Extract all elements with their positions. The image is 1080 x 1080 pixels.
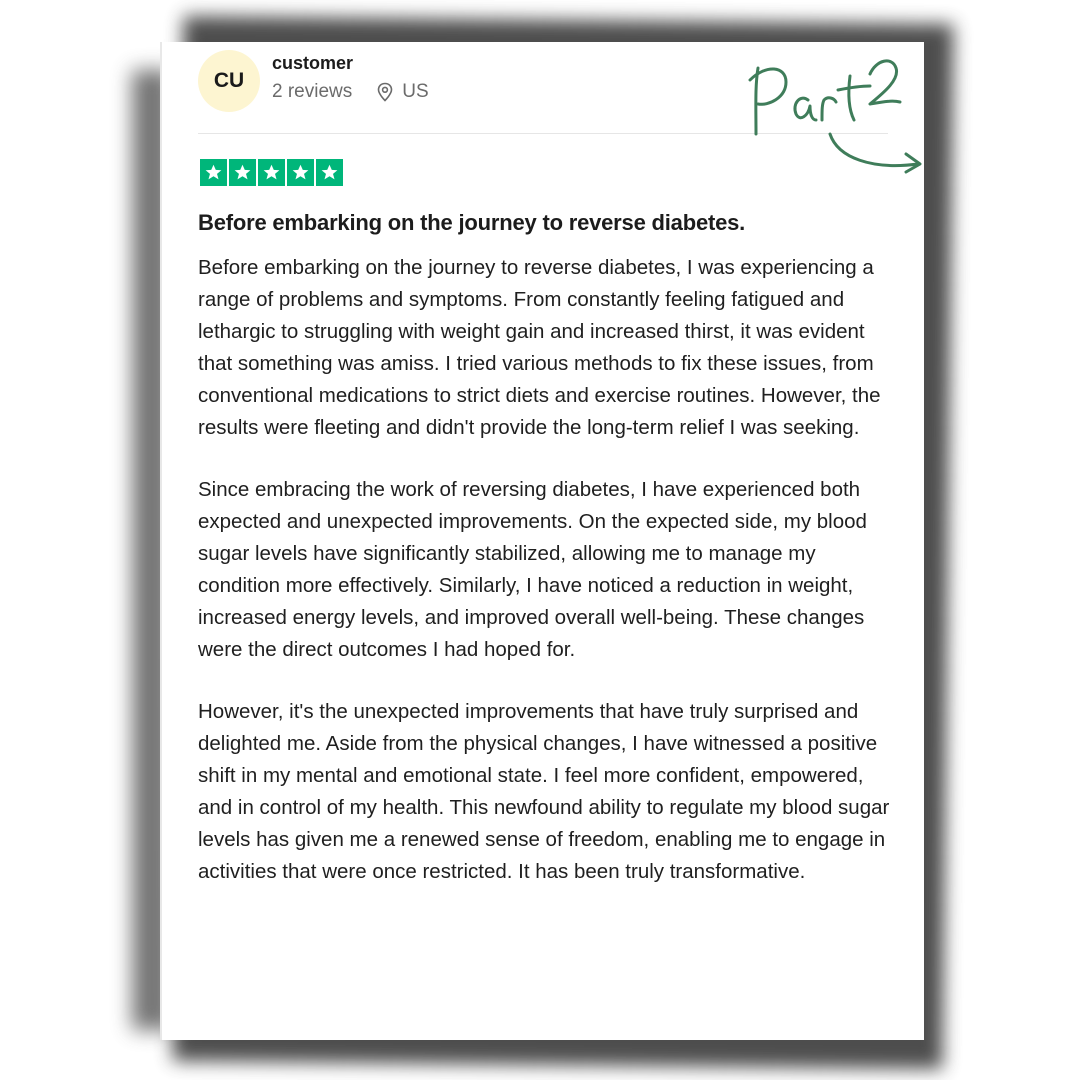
star-rating — [200, 159, 343, 186]
review-card — [160, 42, 924, 1040]
review-paragraph: Before embarking on the journey to reverse diabetes, I was experiencing a range of problems and symptoms. From constantly feeling fatigued and lethargic to struggling with weight gain and increased thirst, it was evident that something was amiss. I tried various methods to fix these issues, from conventional medications to strict diets and exercise routines. However, the results were fleeting and didn't provide the long-term relief I was seeking. — [198, 256, 881, 439]
reviewer-name[interactable]: customer — [272, 53, 354, 73]
star-icon — [258, 159, 285, 186]
review-body — [198, 252, 898, 918]
handwritten-part-2 — [742, 46, 932, 186]
review-title[interactable]: Before embarking on the journey to reverse diabetes. — [198, 210, 746, 235]
star-icon — [287, 159, 314, 186]
reviewer-header — [198, 50, 429, 112]
map-pin-icon — [376, 82, 394, 102]
review-count: 2 reviews — [272, 81, 353, 102]
reviewer-location: US — [402, 81, 429, 102]
reviewer-meta — [272, 81, 429, 103]
star-icon — [229, 159, 256, 186]
reviewer-info — [272, 51, 429, 103]
review-paragraph: However, it's the unexpected improvements that have truly surprised and delighted me. Aside from the physical changes, I have witnessed a positive shift in my mental and emotional state. I feel more confident, empowered, and in control of my health. This newfound ability to regulate my blood sugar levels has given me a renewed sense of freedom, enabling me to engage in activities that were once restricted. It has been truly transformative. — [198, 700, 890, 883]
curved-arrow-icon — [830, 134, 920, 172]
star-icon — [316, 159, 343, 186]
avatar[interactable]: CU — [198, 50, 260, 112]
review-paragraph: Since embracing the work of reversing diabetes, I have experienced both expected and unexpected improvements. On the expected side, my blood sugar levels have significantly stabilized, allowing me to manage my condition more effectively. Similarly, I have noticed a reduction in weight, increased energy levels, and improved overall well-being. These changes were the direct outcomes I had hoped for. — [198, 478, 867, 661]
star-icon — [200, 159, 227, 186]
